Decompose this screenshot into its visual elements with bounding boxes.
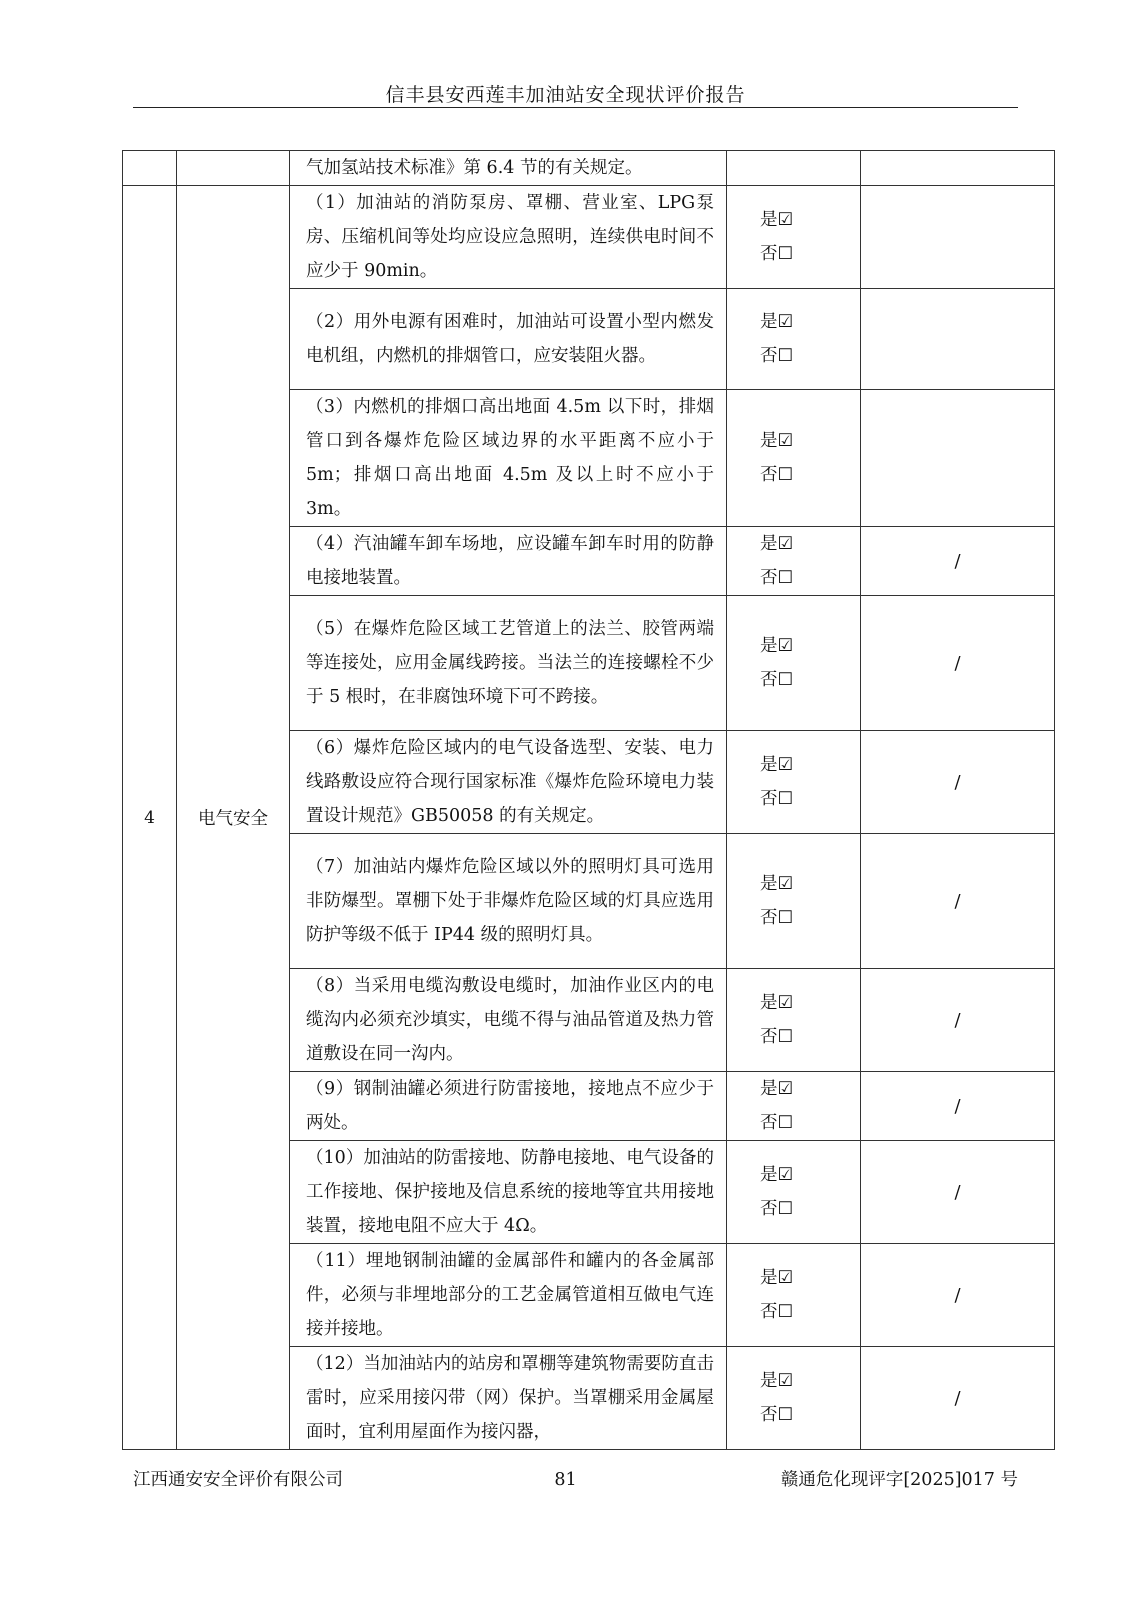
no-checkbox: 否☐: [760, 568, 794, 588]
no-checkbox: 否☐: [760, 1113, 794, 1133]
cell-content: （7）加油站内爆炸危险区域以外的照明灯具可选用非防爆型。罩棚下处于非爆炸危险区域的灯具应选用防护等级不低于 IP44 级的照明灯具。: [290, 834, 727, 969]
cell-remark: [861, 390, 1055, 527]
cell-remark: /: [861, 834, 1055, 969]
cell-content: （11）埋地钢制油罐的金属部件和罐内的各金属部件，必须与非埋地部分的工艺金属管道相互做电气连接并接地。: [290, 1244, 727, 1347]
yes-checkbox: 是☑: [760, 1371, 794, 1391]
cell-remark: /: [861, 731, 1055, 834]
section-number: 4: [123, 186, 177, 1450]
cell-remark: [861, 186, 1055, 289]
cell-remark: /: [861, 596, 1055, 731]
cell-check: [727, 527, 861, 596]
cell-content: （2）用外电源有困难时，加油站可设置小型内燃发电机组，内燃机的排烟管口，应安装阻火器。: [290, 289, 727, 390]
yes-checkbox: 是☑: [760, 636, 794, 656]
no-checkbox: 否☐: [760, 346, 794, 366]
cell-remark: /: [861, 527, 1055, 596]
cell-remark: /: [861, 969, 1055, 1072]
yes-checkbox: 是☑: [760, 431, 794, 451]
safety-checklist-table: [122, 150, 1055, 1450]
yes-checkbox: 是☑: [760, 993, 794, 1013]
cell-remark: [861, 151, 1055, 186]
footer-company: 江西通安安全评价有限公司: [133, 1470, 343, 1490]
yes-checkbox: 是☑: [760, 534, 794, 554]
no-checkbox: 否☐: [760, 1199, 794, 1219]
cell-content: （9）钢制油罐必须进行防雷接地，接地点不应少于两处。: [290, 1072, 727, 1141]
yes-checkbox: 是☑: [760, 210, 794, 230]
no-checkbox: 否☐: [760, 465, 794, 485]
cell-remark: /: [861, 1072, 1055, 1141]
cell-check: [727, 151, 861, 186]
cell-check: [727, 289, 861, 390]
no-checkbox: 否☐: [760, 908, 794, 928]
page-header-title: 信丰县安西莲丰加油站安全现状评价报告: [385, 84, 746, 106]
section-item-name: 电气安全: [177, 186, 290, 1450]
footer-doc-code: 赣通危化现评字[2025]017 号: [780, 1470, 1018, 1490]
no-checkbox: 否☐: [760, 1027, 794, 1047]
page-number: 81: [554, 1470, 577, 1490]
cell-remark: [861, 289, 1055, 390]
cell-item: [177, 151, 290, 186]
cell-check: [727, 969, 861, 1072]
cell-content: （10）加油站的防雷接地、防静电接地、电气设备的工作接地、保护接地及信息系统的接地等宜共用接地装置，接地电阻不应大于 4Ω。: [290, 1141, 727, 1244]
cell-content: （12）当加油站内的站房和罩棚等建筑物需要防直击雷时，应采用接闪带（网）保护。当罩棚采用金属屋面时，宜利用屋面作为接闪器，: [290, 1347, 727, 1450]
cell-check: [727, 1072, 861, 1141]
cell-content: （4）汽油罐车卸车场地，应设罐车卸车时用的防静电接地装置。: [290, 527, 727, 596]
cell-content: 气加氢站技术标准》第 6.4 节的有关规定。: [290, 151, 727, 186]
no-checkbox: 否☐: [760, 244, 794, 264]
cell-content: （1）加油站的消防泵房、罩棚、营业室、LPG泵房、压缩机间等处均应设应急照明，连续供电时间不应少于 90min。: [290, 186, 727, 289]
cell-remark: /: [861, 1244, 1055, 1347]
yes-checkbox: 是☑: [760, 1079, 794, 1099]
cell-content: （8）当采用电缆沟敷设电缆时，加油作业区内的电缆沟内必须充沙填实，电缆不得与油品管道及热力管道敷设在同一沟内。: [290, 969, 727, 1072]
yes-checkbox: 是☑: [760, 755, 794, 775]
cell-check: [727, 390, 861, 527]
header-divider: [133, 107, 1018, 108]
cell-content: （6）爆炸危险区域内的电气设备选型、安装、电力线路敷设应符合现行国家标准《爆炸危险环境电力装置设计规范》GB50058 的有关规定。: [290, 731, 727, 834]
cell-check: [727, 1244, 861, 1347]
no-checkbox: 否☐: [760, 1302, 794, 1322]
no-checkbox: 否☐: [760, 789, 794, 809]
yes-checkbox: 是☑: [760, 874, 794, 894]
cell-check: [727, 1141, 861, 1244]
yes-checkbox: 是☑: [760, 312, 794, 332]
cell-content: （5）在爆炸危险区域工艺管道上的法兰、胶管两端等连接处，应用金属线跨接。当法兰的连接螺栓不少于 5 根时，在非腐蚀环境下可不跨接。: [290, 596, 727, 731]
cell-number: [123, 151, 177, 186]
cell-remark: /: [861, 1347, 1055, 1450]
cell-check: [727, 596, 861, 731]
cell-remark: /: [861, 1141, 1055, 1244]
yes-checkbox: 是☑: [760, 1165, 794, 1185]
cell-check: [727, 1347, 861, 1450]
no-checkbox: 否☐: [760, 670, 794, 690]
table-row: [123, 186, 1055, 289]
no-checkbox: 否☐: [760, 1405, 794, 1425]
cell-check: [727, 731, 861, 834]
cell-content: （3）内燃机的排烟口高出地面 4.5m 以下时，排烟管口到各爆炸危险区域边界的水平距离不应小于 5m；排烟口高出地面 4.5m 及以上时不应小于 3m。: [290, 390, 727, 527]
yes-checkbox: 是☑: [760, 1268, 794, 1288]
cell-check: [727, 834, 861, 969]
table-row: [123, 151, 1055, 186]
cell-check: [727, 186, 861, 289]
